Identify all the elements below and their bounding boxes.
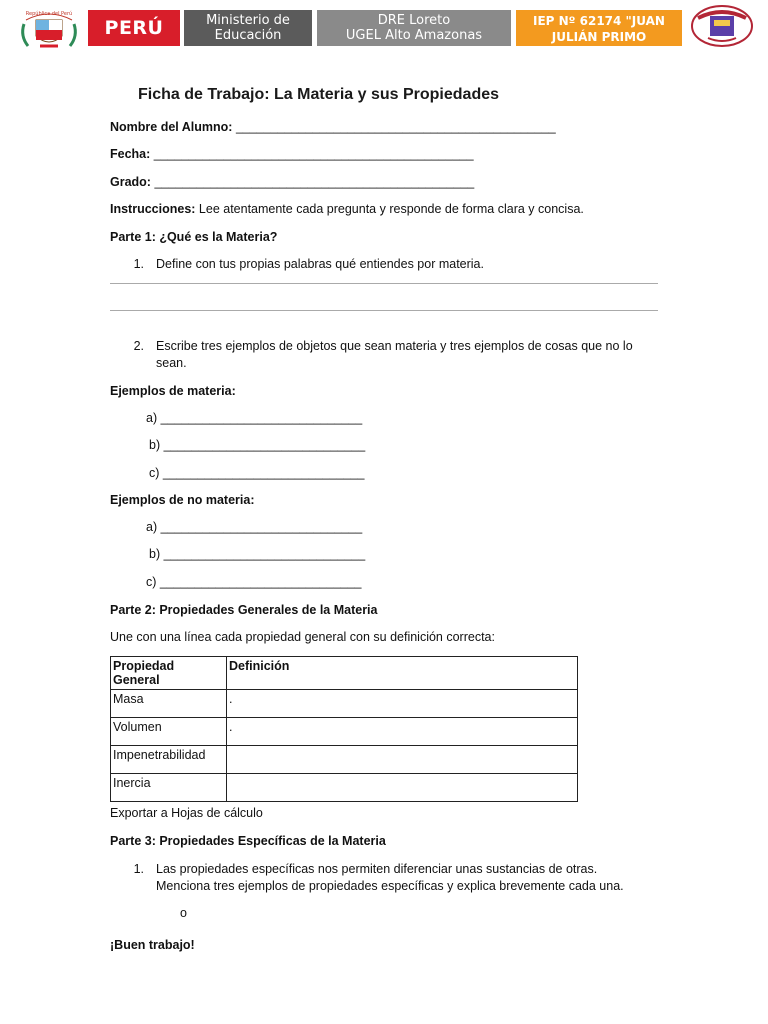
fecha-field[interactable] bbox=[110, 147, 474, 161]
q2-number: 2. bbox=[133, 339, 144, 353]
part2-instructions: Une con una línea cada propiedad general con su definición correcta: bbox=[110, 630, 495, 644]
example-blank: _____________________________ bbox=[160, 411, 363, 425]
instructions-label: Instrucciones: bbox=[110, 202, 196, 216]
p3-q1-text-line2: Menciona tres ejemplos de propiedades específicas y explica brevemente cada una. bbox=[156, 879, 624, 893]
example-blank: _____________________________ bbox=[163, 438, 366, 452]
grado-field[interactable] bbox=[110, 175, 474, 189]
materia-example-c[interactable] bbox=[149, 466, 365, 480]
dre-label-line1: DRE Loreto bbox=[377, 13, 451, 28]
ministerio-banner bbox=[184, 10, 312, 46]
bullet-item: o bbox=[180, 906, 187, 920]
ministerio-label-line2: Educación bbox=[214, 28, 282, 43]
iep-label-line2: JULIÁN PRIMO bbox=[551, 30, 647, 44]
nombre-blank: ______________________________________________ bbox=[235, 120, 556, 134]
example-letter: a) bbox=[146, 411, 158, 425]
example-letter: c) bbox=[149, 466, 160, 480]
table-row bbox=[111, 690, 578, 718]
answer-line-1[interactable] bbox=[110, 283, 658, 284]
q1-number: 1. bbox=[133, 257, 144, 271]
table-header-cell: Definición bbox=[227, 657, 578, 690]
iep-banner bbox=[516, 10, 682, 46]
no-materia-example-a[interactable] bbox=[146, 520, 362, 534]
table-cell-property: Inercia bbox=[111, 774, 227, 802]
school-crest-logo bbox=[688, 4, 756, 48]
instructions-text: Lee atentamente cada pregunta y responde de forma clara y concisa. bbox=[195, 202, 584, 216]
table-row bbox=[111, 774, 578, 802]
materia-example-b[interactable] bbox=[149, 438, 365, 452]
closing-text: ¡Buen trabajo! bbox=[110, 938, 195, 952]
iep-label-line1: IEP Nº 62174 "JUAN bbox=[533, 14, 665, 28]
answer-line-2[interactable] bbox=[110, 310, 658, 311]
table-row bbox=[111, 718, 578, 746]
table-header-cell: Propiedad General bbox=[111, 657, 227, 690]
fecha-blank: ______________________________________________ bbox=[153, 147, 474, 161]
peru-coat-of-arms-logo bbox=[18, 6, 80, 52]
example-letter: b) bbox=[149, 438, 161, 452]
example-letter: b) bbox=[149, 547, 161, 561]
table-cell-definition[interactable] bbox=[227, 746, 578, 774]
example-blank: _____________________________ bbox=[160, 520, 363, 534]
nombre-label: Nombre del Alumno: bbox=[110, 120, 233, 134]
dre-label-line2: UGEL Alto Amazonas bbox=[345, 28, 483, 43]
properties-table bbox=[110, 656, 578, 802]
table-cell-definition[interactable]: . bbox=[227, 690, 578, 718]
example-letter: a) bbox=[146, 520, 158, 534]
export-to-sheets-link[interactable]: Exportar a Hojas de cálculo bbox=[110, 806, 263, 820]
example-blank: _____________________________ bbox=[162, 466, 365, 480]
materia-examples-label: Ejemplos de materia: bbox=[110, 384, 236, 398]
q1-text: Define con tus propias palabras qué entiendes por materia. bbox=[156, 257, 484, 271]
part2-heading: Parte 2: Propiedades Generales de la Materia bbox=[110, 603, 378, 617]
grado-label: Grado: bbox=[110, 175, 151, 189]
example-blank: _____________________________ bbox=[163, 547, 366, 561]
table-cell-definition[interactable] bbox=[227, 774, 578, 802]
no-materia-example-b[interactable] bbox=[149, 547, 365, 561]
q2-text-line2: sean. bbox=[156, 356, 187, 370]
instructions bbox=[110, 202, 584, 216]
materia-example-a[interactable] bbox=[146, 411, 362, 425]
part1-heading: Parte 1: ¿Qué es la Materia? bbox=[110, 230, 278, 244]
p3-q1-text-line1: Las propiedades específicas nos permiten diferenciar unas sustancias de otras. bbox=[156, 862, 598, 876]
table-cell-property: Volumen bbox=[111, 718, 227, 746]
grado-blank: ______________________________________________ bbox=[154, 175, 475, 189]
table-cell-definition[interactable]: . bbox=[227, 718, 578, 746]
no-materia-example-c[interactable] bbox=[146, 575, 362, 589]
part3-heading: Parte 3: Propiedades Específicas de la Materia bbox=[110, 834, 386, 848]
example-letter: c) bbox=[146, 575, 157, 589]
ministerio-label-line1: Ministerio de bbox=[206, 13, 290, 28]
table-header-row bbox=[111, 657, 578, 690]
example-blank: _____________________________ bbox=[159, 575, 362, 589]
p3-q1-number: 1. bbox=[133, 862, 144, 876]
svg-text:República del Perú: República del Perú bbox=[25, 11, 73, 17]
page-title: Ficha de Trabajo: La Materia y sus Propiedades bbox=[138, 86, 500, 103]
table-cell-property: Impenetrabilidad bbox=[111, 746, 227, 774]
nombre-field[interactable] bbox=[110, 120, 556, 134]
peru-label: PERÚ bbox=[104, 17, 164, 39]
no-materia-examples-label: Ejemplos de no materia: bbox=[110, 493, 255, 507]
fecha-label: Fecha: bbox=[110, 147, 151, 161]
peru-banner bbox=[88, 10, 180, 46]
q2-text-line1: Escribe tres ejemplos de objetos que sean materia y tres ejemplos de cosas que no lo bbox=[156, 339, 633, 353]
dre-banner bbox=[317, 10, 511, 46]
table-row bbox=[111, 746, 578, 774]
table-cell-property: Masa bbox=[111, 690, 227, 718]
